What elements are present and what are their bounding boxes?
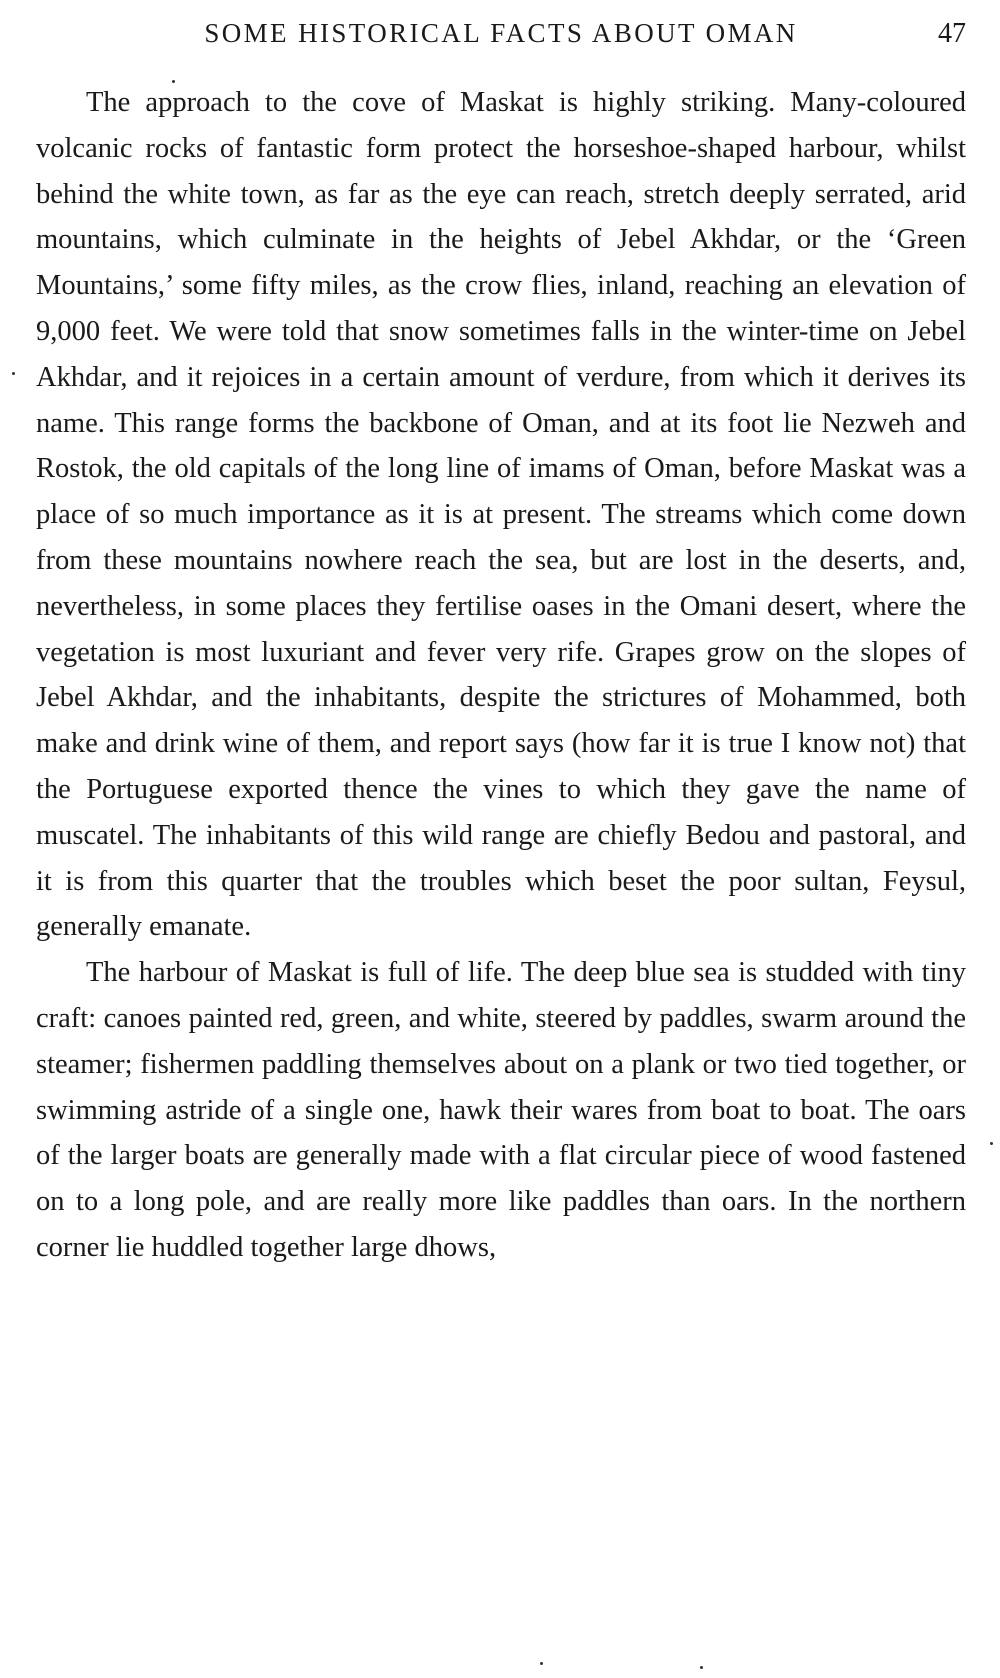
running-title: SOME HISTORICAL FACTS ABOUT OMAN [204, 18, 798, 48]
paragraph: The harbour of Maskat is full of life. The deep blue sea is studded with tiny craft: canoes painted red, green, and white, steered by paddles, swarm around the steamer; fishermen paddling themselves about on a plank or two tied together, or swimming astride of a single one, hawk their wares from boat to boat. The oars of the larger boats are generally made with a flat circular piece of wood fastened on to a long pole, and are really more like paddles than oars. In the northern corner lie huddled together large dhows, [36, 957, 966, 1263]
scan-speck [700, 1666, 703, 1669]
book-page [36, 18, 966, 1271]
paragraph: The approach to the cove of Maskat is highly striking. Many-coloured volcanic rocks of fantastic form protect the horseshoe-shaped harbour, whilst behind the white town, as far as the eye can reach, stretch deeply serrated, arid mountains, which culminate in the heights of Jebel Akhdar, or the ‘Green Mountains,’ some fifty miles, as the crow flies, inland, reaching an elevation of 9,000 feet. We were told that snow sometimes falls in the winter-time on Jebel Akhdar, and it rejoices in a certain amount of verdure, from which it derives its name. This range forms the backbone of Oman, and at its foot lie Nezweh and Rostok, the old capitals of the long line of imams of Oman, before Maskat was a place of so much importance as it is at present. The streams which come down from these mountains nowhere reach the sea, but are lost in the deserts, and, nevertheless, in some places they fertilise oases in the Omani desert, where the vegetation is most luxuriant and fever very rife. Grapes grow on the slopes of Jebel Akhdar, and the inhabitants, despite the strictures of Mohammed, both make and drink wine of them, and report says (how far it is true I know not) that the Portuguese exported thence the vines to which they gave the name of muscatel. The inhabitants of this wild range are chiefly Bedou and pastoral, and it is from this quarter that the troubles which beset the poor sultan, Feysul, generally emanate. [36, 87, 966, 943]
page-number: 47 [938, 18, 966, 49]
body-text [36, 80, 966, 1271]
scan-speck [990, 1142, 993, 1145]
running-header [36, 18, 966, 58]
scan-speck [172, 80, 175, 83]
scan-speck [12, 372, 15, 375]
scan-speck [540, 1662, 543, 1665]
